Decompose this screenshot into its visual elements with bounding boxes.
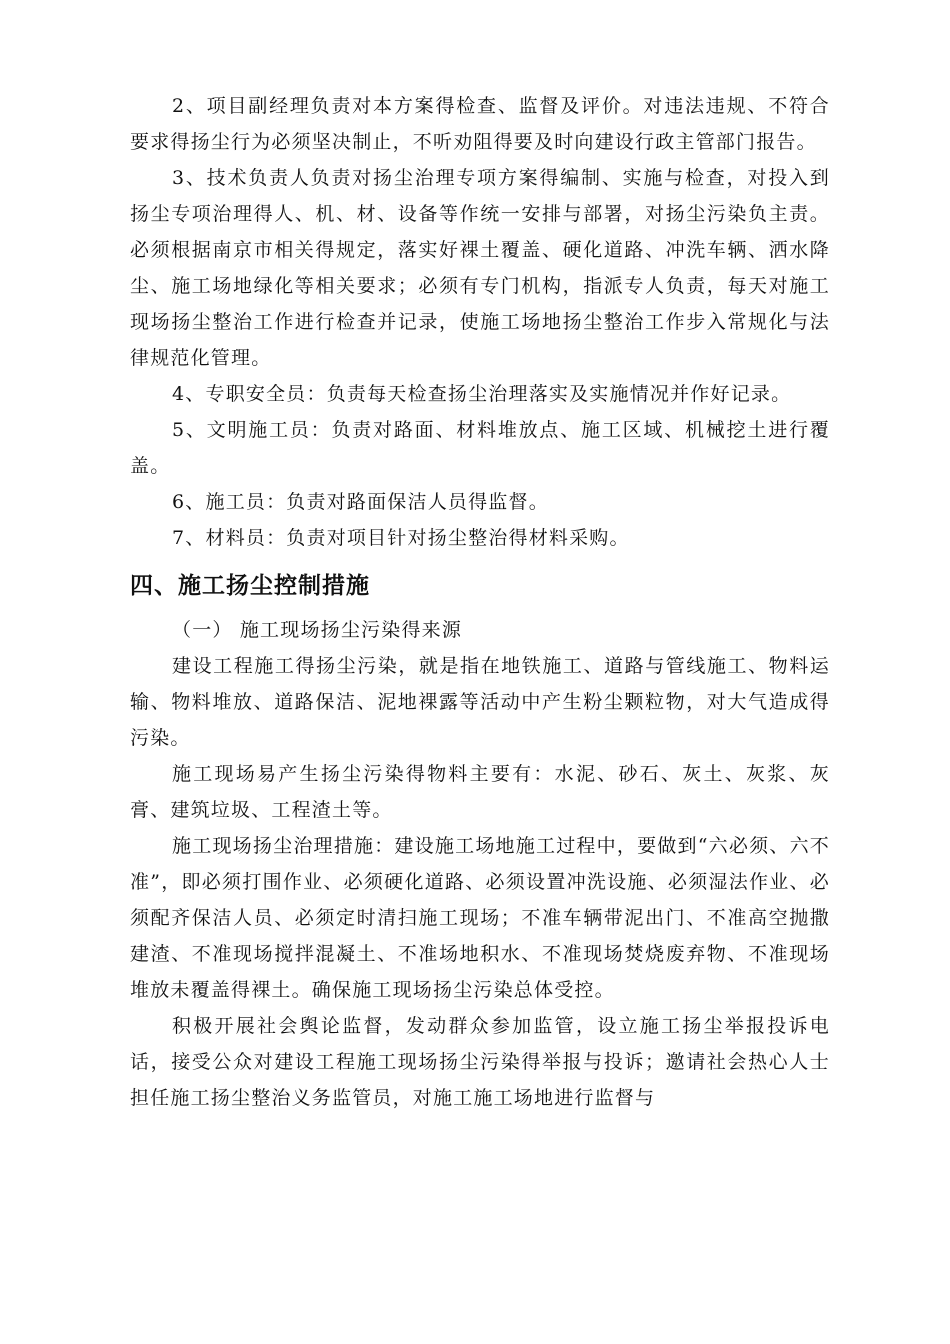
paragraph-item-4: 4、专职安全员：负责每天检查扬尘治理落实及实施情况并作好记录。 <box>172 383 792 405</box>
paragraph-public-supervision: 积极开展社会舆论监督，发动群众参加监管，设立施工扬尘举报投诉电话，接受公众对建设工程施工现场扬尘污染得举报与投诉；邀请社会热心人士担任施工扬尘整治义务监管员，对施工施工场地进行监督与 <box>130 1015 830 1109</box>
section-heading: 四、施工扬尘控制措施 <box>130 573 370 599</box>
document-page <box>130 88 830 1116</box>
paragraph-item-3: 3、技术负责人负责对扬尘治理专项方案得编制、实施与检查，对投入到扬尘专项治理得人、机、材、设备等作统一安排与部署，对扬尘污染负主责。必须根据南京市相关得规定，落实好裸土覆盖、硬化道路、冲洗车辆、洒水降尘、施工场地绿化等相关要求；必须有专门机构，指派专人负责，每天对施工现场扬尘整治工作进行检查并记录，使施工场地扬尘整治工作步入常规化与法律规范化管理。 <box>130 167 830 369</box>
subsection-heading: （一） 施工现场扬尘污染得来源 <box>172 619 463 641</box>
paragraph-item-6: 6、施工员：负责对路面保洁人员得监督。 <box>172 491 549 513</box>
paragraph-dust-measures: 施工现场扬尘治理措施：建设施工场地施工过程中，要做到“六必须、六不准”，即必须打围作业、必须硬化道路、必须设置冲洗设施、必须湿法作业、必须配齐保洁人员、必须定时清扫施工现场；不准车辆带泥出门、不准高空抛撒建渣、不准现场搅拌混凝土、不准场地积水、不准现场焚烧废弃物、不准现场堆放未覆盖得裸土。确保施工现场扬尘污染总体受控。 <box>130 835 830 1001</box>
paragraph-item-5: 5、文明施工员：负责对路面、材料堆放点、施工区域、机械挖土进行覆盖。 <box>130 419 830 477</box>
paragraph-dust-materials: 施工现场易产生扬尘污染得物料主要有：水泥、砂石、灰土、灰浆、灰膏、建筑垃圾、工程渣土等。 <box>130 763 830 821</box>
paragraph-item-2: 2、项目副经理负责对本方案得检查、监督及评价。对违法违规、不符合要求得扬尘行为必须坚决制止，不听劝阻得要及时向建设行政主管部门报告。 <box>130 95 830 153</box>
paragraph-dust-definition: 建设工程施工得扬尘污染，就是指在地铁施工、道路与管线施工、物料运输、物料堆放、道路保洁、泥地裸露等活动中产生粉尘颗粒物，对大气造成得污染。 <box>130 655 830 749</box>
paragraph-item-7: 7、材料员：负责对项目针对扬尘整治得材料采购。 <box>172 527 630 549</box>
